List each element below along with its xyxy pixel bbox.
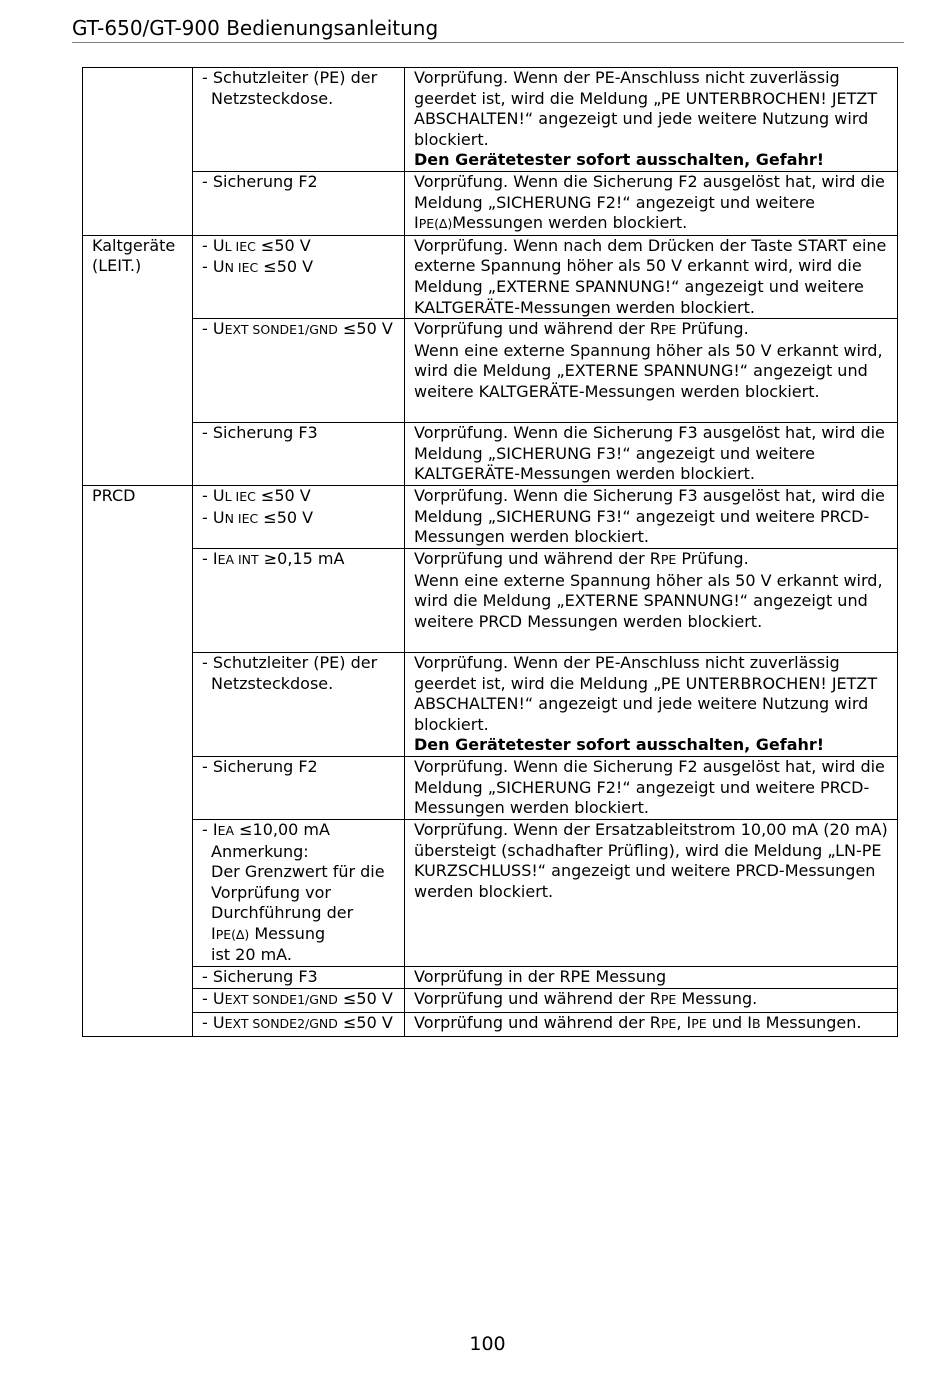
description-cell	[405, 235, 898, 318]
table-row	[83, 423, 898, 486]
symbol-sub: PE(∆)	[418, 216, 453, 232]
table-row	[83, 68, 898, 172]
note-text-end: ist 20 mA.	[211, 945, 292, 965]
cond-post: ≤50 V	[258, 507, 314, 527]
description-text: Vorprüfung. Wenn die Sicherung F3 ausgelöst hat, wird die Meldung „SICHERUNG F3!“ angezeigt und weitere PRCD-Messungen werden blockiert.	[414, 486, 885, 547]
condition-cell	[193, 172, 405, 236]
cond-pre: - I	[202, 548, 218, 568]
page-header	[72, 14, 904, 43]
description-cell	[405, 172, 898, 236]
group-label: Kaltgeräte	[92, 235, 176, 255]
cond-post: ≤50 V	[337, 319, 393, 339]
symbol-sub: PE	[691, 1016, 707, 1032]
condition-cell	[193, 548, 405, 652]
table-row	[83, 319, 898, 423]
test-conditions-table	[82, 67, 898, 1037]
cond-pre: - U	[202, 319, 225, 339]
description-text: Vorprüfung und während der R	[414, 548, 661, 568]
group-cell-kaltgeraete	[83, 235, 193, 485]
table-row	[83, 652, 898, 756]
condition-text-cont: Netzsteckdose.	[211, 673, 334, 693]
table-row	[83, 486, 898, 549]
cond-pre: - U	[202, 486, 225, 506]
condition-line	[202, 486, 398, 508]
cond-pre: - U	[202, 989, 225, 1009]
description-cell	[405, 1013, 898, 1037]
symbol-i: I	[211, 923, 216, 943]
description-text-cont: Wenn eine externe Spannung höher als 50 V erkannt wird, wird die Meldung „EXTERNE SPANNUNG!“ angezeigt und weitere PRCD Messungen werden blockiert.	[414, 570, 883, 631]
condition-cell	[193, 1013, 405, 1037]
cond-pre: - U	[202, 1013, 225, 1033]
cond-post: ≥0,15 mA	[258, 548, 345, 568]
table-row	[83, 989, 898, 1013]
group-label-cont: (LEIT.)	[92, 256, 142, 276]
cond-sub: EA INT	[217, 551, 259, 567]
description-text-cont: Wenn eine externe Spannung höher als 50 V erkannt wird, wird die Meldung „EXTERNE SPANNUNG!“ angezeigt und weitere KALTGERÄTE-Messungen werden blockiert.	[414, 340, 883, 401]
symbol-sub: PE	[660, 992, 677, 1008]
cond-sub: N IEC	[224, 510, 259, 526]
cond-post: ≤50 V	[255, 486, 311, 506]
symbol-sub: B	[751, 1016, 761, 1032]
cond-sub: N IEC	[224, 260, 259, 276]
description-text: Vorprüfung und während der R	[414, 989, 661, 1009]
condition-line	[202, 236, 398, 258]
description-cell	[405, 652, 898, 756]
group-label: PRCD	[92, 486, 136, 506]
cond-sub: EXT SONDE1/GND	[224, 992, 338, 1008]
condition-text: - Sicherung F3	[202, 967, 318, 987]
cond-sub: L IEC	[224, 238, 256, 254]
condition-text: - Sicherung F2	[202, 756, 318, 776]
condition-cell	[193, 967, 405, 989]
condition-cell	[193, 756, 405, 819]
condition-cell	[193, 235, 405, 318]
description-cell	[405, 967, 898, 989]
description-cell	[405, 319, 898, 423]
cond-sub: L IEC	[224, 489, 256, 505]
table-row	[83, 548, 898, 652]
symbol-sub: PE	[660, 1016, 677, 1032]
condition-cell	[193, 423, 405, 486]
description-text: Vorprüfung. Wenn die Sicherung F3 ausgelöst hat, wird die Meldung „SICHERUNG F3!“ angezeigt und weitere KALTGERÄTE-Messungen werden blockiert.	[414, 423, 885, 484]
cond-post: ≤50 V	[255, 235, 311, 255]
description-text: Vorprüfung und während der R	[414, 1013, 661, 1033]
condition-text-cont: Netzsteckdose.	[211, 88, 334, 108]
page-number: 100	[469, 1333, 506, 1355]
cond-post: ≤50 V	[258, 257, 314, 277]
condition-cell	[193, 319, 405, 423]
cond-pre: - U	[202, 257, 225, 277]
description-cell	[405, 548, 898, 652]
symbol-sub: PE(∆)	[215, 926, 250, 942]
symbol-sub: PE	[660, 322, 677, 338]
group-cell-prcd	[83, 486, 193, 1037]
table-row	[83, 235, 898, 318]
description-text: Prüfung.	[676, 319, 749, 339]
description-text: Vorprüfung. Wenn der PE-Anschluss nicht zuverlässig geerdet ist, wird die Meldung „PE UNTERBROCHEN! JETZT ABSCHALTEN!“ angezeigt und jede weitere Nutzung wird blockiert.	[414, 68, 878, 149]
description-text: Vorprüfung. Wenn die Sicherung F2 ausgelöst hat, wird die Meldung „SICHERUNG F2!“ angezeigt und weitere PRCD-Messungen werden blockiert.	[414, 756, 885, 818]
symbol-i: I	[414, 213, 419, 233]
description-text-end: Messungen.	[760, 1013, 862, 1033]
description-text: Prüfung.	[676, 548, 749, 568]
condition-cell	[193, 486, 405, 549]
description-cell	[405, 989, 898, 1013]
description-cell	[405, 756, 898, 819]
description-text-end: Messungen werden blockiert.	[452, 213, 688, 233]
description-cell	[405, 68, 898, 172]
condition-cell	[193, 652, 405, 756]
warning-text: Den Gerätetester sofort ausschalten, Gefahr!	[414, 150, 825, 170]
description-text-end: Messung.	[676, 989, 758, 1009]
description-cell	[405, 819, 898, 966]
description-text: und I	[706, 1013, 752, 1033]
description-cell	[405, 486, 898, 549]
table-row	[83, 756, 898, 819]
group-cell-empty	[83, 68, 193, 236]
table-row	[83, 1013, 898, 1037]
description-text: Vorprüfung. Wenn nach dem Drücken der Taste START eine externe Spannung höher als 50 V erkannt wird, wird die Meldung „EXTERNE SPANNUNG!“ angezeigt und weitere KALTGERÄTE-Messungen werden blockiert.	[414, 235, 887, 317]
condition-text: - Sicherung F3	[202, 423, 318, 443]
condition-line	[202, 257, 398, 279]
cond-post: ≤10,00 mA	[234, 819, 330, 839]
condition-text: - Sicherung F2	[202, 172, 318, 191]
note-text: Der Grenzwert für die Vorprüfung vor Durchführung der	[211, 862, 385, 923]
symbol-sub: PE	[660, 551, 677, 567]
condition-cell	[193, 989, 405, 1013]
cond-sub: EXT SONDE1/GND	[224, 322, 338, 338]
cond-pre: - U	[202, 507, 225, 527]
table-row	[83, 172, 898, 236]
note-text: Messung	[249, 923, 326, 943]
condition-text: - Schutzleiter (PE) der	[202, 652, 378, 672]
description-text: , I	[676, 1013, 692, 1033]
description-text: Vorprüfung und während der R	[414, 319, 661, 339]
note-label: Anmerkung:	[211, 841, 309, 861]
cond-post: ≤50 V	[337, 989, 393, 1009]
warning-text: Den Gerätetester sofort ausschalten, Gefahr!	[414, 735, 825, 755]
description-text: Vorprüfung. Wenn der PE-Anschluss nicht zuverlässig geerdet ist, wird die Meldung „PE UNTERBROCHEN! JETZT ABSCHALTEN!“ angezeigt und jede weitere Nutzung wird blockiert.	[414, 652, 878, 734]
cond-pre: - I	[202, 819, 218, 839]
condition-cell	[193, 819, 405, 966]
condition-cell	[193, 68, 405, 172]
cond-sub: EA	[217, 822, 235, 838]
cond-post: ≤50 V	[337, 1013, 393, 1033]
page-header-title: GT-650/GT-900 Bedienungsanleitung	[72, 16, 439, 40]
table-row	[83, 819, 898, 966]
condition-line	[202, 508, 398, 530]
cond-sub: EXT SONDE2/GND	[224, 1016, 338, 1032]
condition-text: - Schutzleiter (PE) der	[202, 68, 378, 87]
description-text: Vorprüfung. Wenn die Sicherung F2 ausgelöst hat, wird die Meldung „SICHERUNG F2!“ angezeigt und weitere	[414, 172, 885, 212]
description-cell	[405, 423, 898, 486]
table-row	[83, 967, 898, 989]
cond-pre: - U	[202, 235, 225, 255]
description-text: Vorprüfung in der RPE Messung	[414, 967, 667, 987]
description-text: Vorprüfung. Wenn der Ersatzableitstrom 10,00 mA (20 mA) übersteigt (schadhafter Prüfling), wird die Meldung „LN-PE KURZSCHLUSS!“ angezeigt und weitere PRCD-Messungen werden blockiert.	[414, 819, 888, 901]
